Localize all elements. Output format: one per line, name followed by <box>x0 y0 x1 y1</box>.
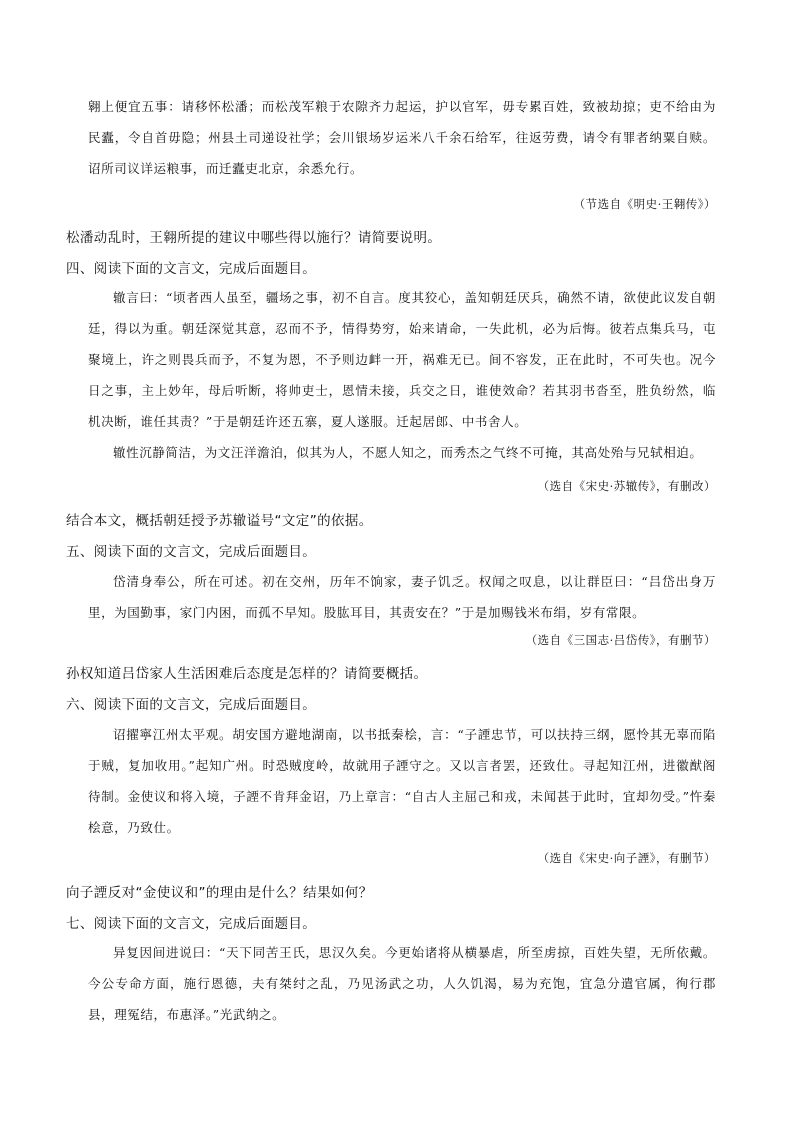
section-7-heading: 七、阅读下面的文言文，完成后面题目。 <box>66 916 317 932</box>
section-6-source: （选自《宋史·向子諲》，有删节） <box>537 851 716 865</box>
section-5-paragraph-1: 岱清身奉公，所在可述。初在交州，历年不饷家，妻子饥乏。权闻之叹息，以让群臣曰：“吕岱出身万里，为国勤事，家门内困，而孤不早知。股肱耳目，其责安在？”于是加赐钱米布绢，岁有常限。 <box>88 574 716 620</box>
section-6-paragraph-1: 诏擢寧江州太平观。胡安国方避地湖南，以书抵秦桧，言：“子諲忠节，可以扶持三纲，愿怜其无辜而陷于贼，复加收用。”起知广州。时恐贼度岭，故就用子諲守之。又以言者罢，还致仕。寻起知江州，进徽猷阁待制。金使议和将入境，子諲不肯拜金诏，乃上章言：“自古人主屈己和戎，未闻甚于此时，宜却勿受。”忤秦桧意，乃致仕。 <box>88 727 716 835</box>
question-wang-ao: 松潘动乱时，王翱所提的建议中哪些得以施行？请简要说明。 <box>66 230 442 246</box>
section-6-heading: 六、阅读下面的文言文，完成后面题目。 <box>66 697 317 713</box>
section-4-heading: 四、阅读下面的文言文，完成后面题目。 <box>66 261 317 277</box>
section-4-paragraph-1: 辙言曰：“顷者西人虽至，疆场之事，初不自言。度其狡心，盖知朝廷厌兵，确然不请，欲使此议发自朝廷，得以为重。朝廷深觉其意，忍而不予，情得势穷，始来请命，一失此机，必为后悔。彼若点集兵马，屯聚境上，许之则畏兵而予，不复为恩，不予则边衅一开，祸难无已。间不容发，正在此时，不可失也。况今日之事，主上妙年，母后听断，将帅吏士，恩情未接，兵交之日，谁使效命？若其羽书沓至，胜负纷然，临机决断，谁任其责？”于是朝廷许还五寨，夏人遂服。迁起居郎、中书舍人。 <box>88 290 716 429</box>
passage-wang-ao-source: （节选自《明史·王翱传》） <box>573 197 716 211</box>
section-4-paragraph-2: 辙性沉静简洁，为文汪洋澹泊，似其为人，不愿人知之，而秀杰之气终不可掩，其高处殆与兄轼相迫。 <box>113 445 703 460</box>
section-5-heading: 五、阅读下面的文言文，完成后面题目。 <box>66 544 317 560</box>
section-4-source: （选自《宋史·苏辙传》，有删改） <box>537 479 716 493</box>
section-7-paragraph-1: 异复因间进说曰：“天下同苦王氏，思汉久矣。今更始诸将从横暴虐，所至虏掠，百姓失望，无所依戴。今公专命方面，施行恩德，夫有桀纣之乱，乃见汤武之功，人久饥渴，易为充饱，宜急分遣官属，徇行郡县，理冤结，布惠泽。”光武纳之。 <box>88 945 716 1022</box>
question-su-zhe: 结合本文，概括朝廷授予苏辙谥号“文定”的依据。 <box>66 513 373 529</box>
section-5-source: （选自《三国志·吕岱传》，有删节） <box>525 633 716 647</box>
question-xiang-ziyin: 向子諲反对“金使议和”的理由是什么？结果如何？ <box>66 885 373 901</box>
question-lu-dai: 孙权知道吕岱家人生活困难后态度是怎样的？请简要概括。 <box>66 666 428 682</box>
passage-wang-ao-text: 翱上便宜五事：请移怀松潘；而松茂军粮于农隙齐力起运，护以官军，毋专累百姓，致被劫掠；吏不给由为民蠹，令自首毋隐；州县土司递设社学；会川银场岁运米八千余石给军，往返劳费，请令有罪者纳粟自赎。诏所司议详运粮事，而迁蠹吏北京，余悉允行。 <box>88 99 716 176</box>
